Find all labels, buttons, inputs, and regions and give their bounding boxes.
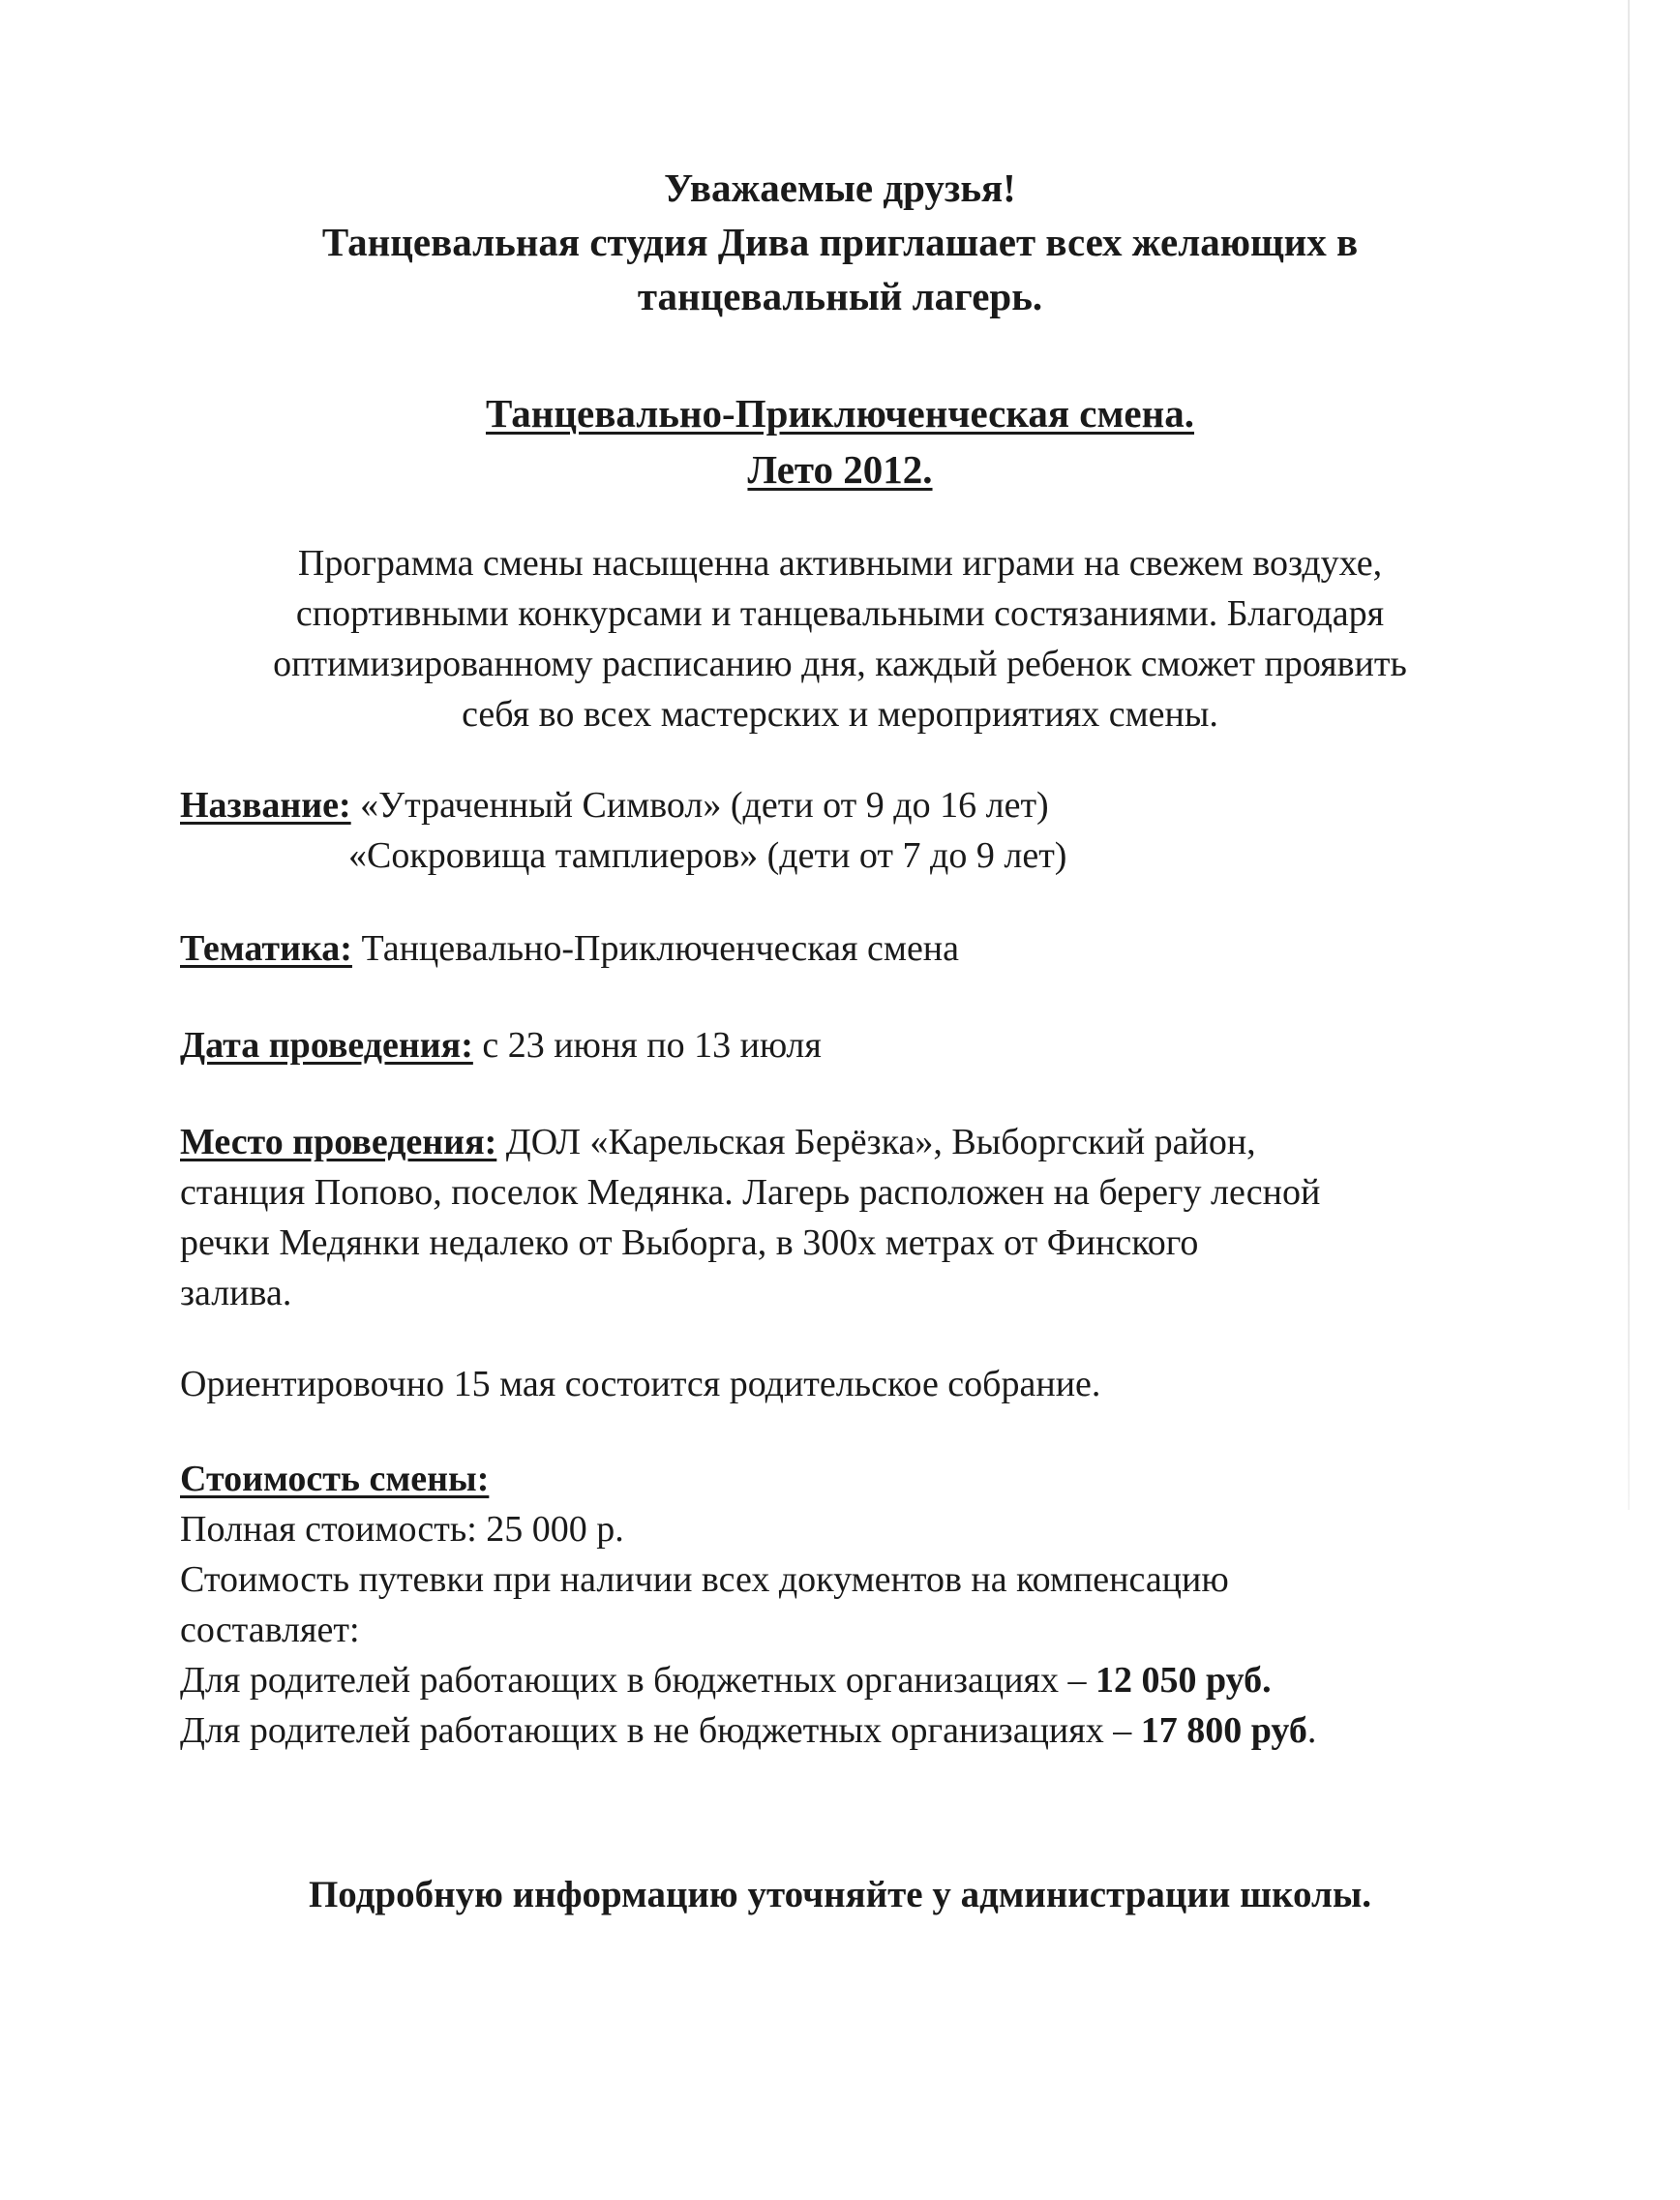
- place-line: станция Попово, поселок Медянка. Лагерь расположен на берегу лесной: [180, 1172, 1321, 1213]
- cost-label: Стоимость смены:: [180, 1459, 490, 1499]
- greeting-line: Уважаемые друзья!: [664, 166, 1016, 210]
- shift-title: [0, 385, 1680, 497]
- shift-season: Лето 2012.: [747, 447, 933, 492]
- cost-budget-row: [180, 1655, 1554, 1705]
- program-description: [155, 538, 1525, 739]
- place-label: Место проведения:: [180, 1122, 497, 1162]
- theme-label: Тематика:: [180, 928, 352, 969]
- name-label: Название:: [180, 785, 351, 826]
- cost-full: Полная стоимость: 25 000 р.: [180, 1509, 624, 1550]
- theme-section: [180, 923, 1554, 974]
- intro-line: Программа смены насыщенна активными играми на свежем воздухе,: [297, 543, 1383, 584]
- place-line: залива.: [180, 1273, 292, 1313]
- cost-budget-text: Для родителей работающих в бюджетных организациях –: [180, 1660, 1096, 1701]
- cost-nonbudget-price: 17 800 руб: [1140, 1710, 1307, 1751]
- meeting-text: Ориентировочно 15 мая состоится родительское собрание.: [180, 1364, 1101, 1404]
- invitation-header: [0, 161, 1680, 323]
- date-value: с 23 июня по 13 июля: [472, 1025, 822, 1066]
- cost-nonbudget-end: .: [1306, 1710, 1317, 1751]
- date-label: Дата проведения:: [180, 1025, 473, 1066]
- name-value-younger: «Сокровища тамплиеров» (дети от 7 до 9 лет): [348, 835, 1067, 876]
- intro-line: спортивными конкурсами и танцевальными состязаниями. Благодаря: [295, 593, 1385, 634]
- cost-nonbudget-row: [180, 1705, 1554, 1756]
- invitation-line-end: танцевальный лагерь.: [637, 274, 1043, 318]
- place-section: [180, 1117, 1554, 1318]
- cost-compensation: Стоимость путевки при наличии всех документов на компенсацию: [180, 1559, 1229, 1600]
- intro-line: себя во всех мастерских и мероприятиях смены.: [462, 694, 1218, 735]
- cost-section: [180, 1454, 1554, 1756]
- place-line: речки Медянки недалеко от Выборга, в 300х метрах от Финского: [180, 1222, 1199, 1263]
- cost-budget-price: 12 050 руб.: [1095, 1660, 1272, 1701]
- date-section: [180, 1020, 1554, 1070]
- place-line: ДОЛ «Карельская Берёзка», Выборгский район,: [496, 1122, 1256, 1162]
- cost-compensation-end: составляет:: [180, 1610, 360, 1650]
- theme-value: Танцевально-Приключенческая смена: [351, 928, 960, 969]
- shift-name: Танцевально-Приключенческая смена.: [485, 391, 1195, 436]
- footer-note: Подробную информацию уточняйте у администрации школы.: [308, 1874, 1372, 1915]
- cost-nonbudget-text: Для родителей работающих в не бюджетных организациях –: [180, 1710, 1141, 1751]
- meeting-section: [180, 1359, 1554, 1409]
- name-value-older: «Утраченный Символ» (дети от 9 до 16 лет): [350, 785, 1049, 826]
- invitation-line: Танцевальная студия Дива приглашает всех желающих в: [321, 220, 1359, 264]
- name-section: [180, 780, 1554, 881]
- intro-line: оптимизированному расписанию дня, каждый ребенок сможет проявить: [273, 644, 1407, 684]
